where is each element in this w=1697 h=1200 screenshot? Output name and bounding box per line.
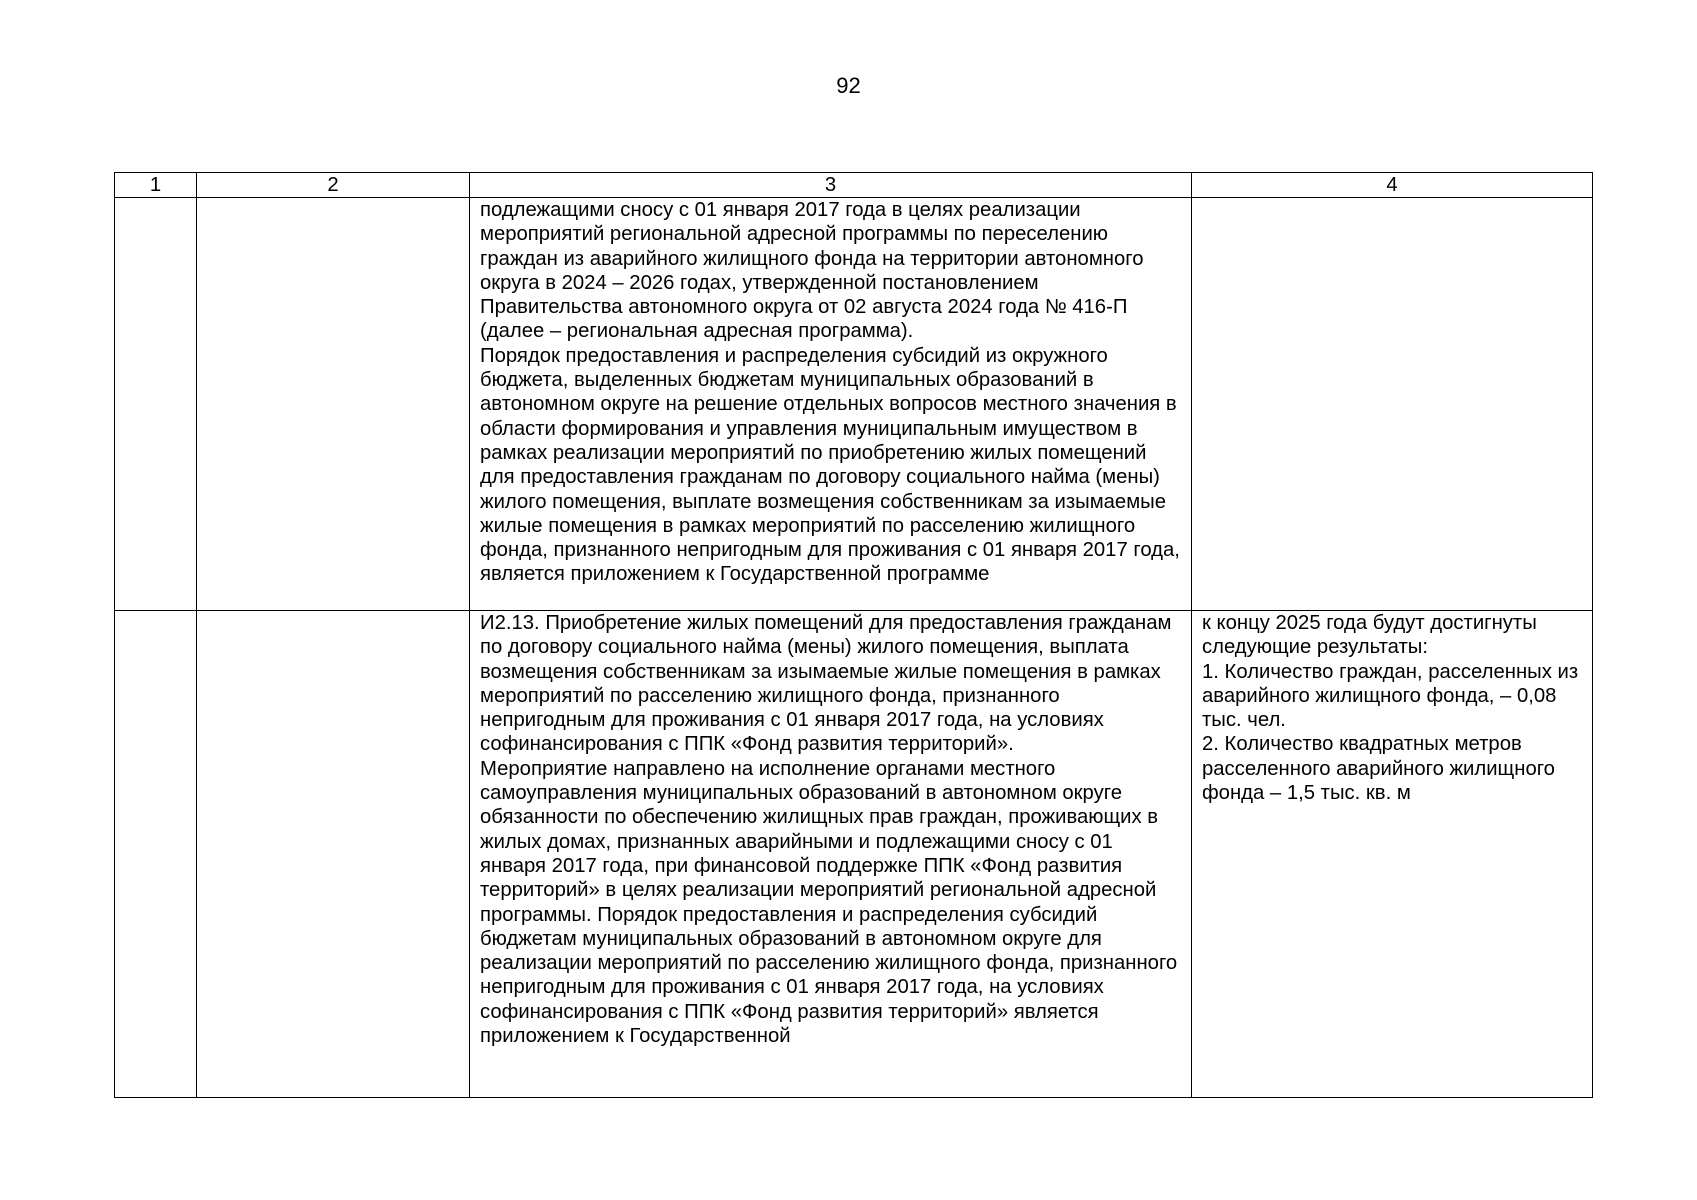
row-2-col-3 xyxy=(470,611,1192,1098)
table-header-row xyxy=(115,173,1593,198)
table-row xyxy=(115,611,1593,1098)
results-intro: к концу 2025 года будут достигнуты следующие результаты: xyxy=(1202,612,1537,659)
page-number: 92 xyxy=(836,73,861,98)
program-table xyxy=(114,172,1593,1098)
header-cell-2: 2 xyxy=(197,173,470,198)
row-1-col-2 xyxy=(197,198,470,611)
table-row xyxy=(115,198,1593,611)
header-cell-3: 3 xyxy=(470,173,1192,198)
row-1-paragraph-1: подлежащими сносу с 01 января 2017 года в целях реализации мероприятий региональной адресной программы по переселению граждан из аварийного жилищного фонда на территории автономного округа в 2024 – 2026 годах, утвержденной постановлением Правительства автономного округа от 02 августа 2024 года № 416-П (далее – региональная адресная программа). xyxy=(480,199,1144,343)
row-2-paragraph-1: И2.13. Приобретение жилых помещений для предоставления гражданам по договору социального найма (мены) жилого помещения, выплата возмещения собственникам за изымаемые жилые помещения в рамках мероприятий по расселению жилищного фонда, признанного непригодным для проживания с 01 января 2017 года, на условиях софинансирования с ППК «Фонд развития территорий». xyxy=(480,612,1172,756)
row-2-paragraph-2: Мероприятие направлено на исполнение органами местного самоуправления муниципальных образований в автономном округе обязанности по обеспечению жилищных прав граждан, проживающих в жилых домах, признанных аварийными и подлежащими сносу с 01 января 2017 года, при финансовой поддержке ППК «Фонд развития территорий» в целях реализации мероприятий региональной адресной программы. Порядок предоставления и распределения субсидий бюджетам муниципальных образований в автономном округе для реализации мероприятий по расселению жилищного фонда, признанного непригодным для проживания с 01 января 2017 года, на условиях софинансирования с ППК «Фонд развития территорий» является приложением к Государственной xyxy=(480,757,1178,1048)
row-2-col-4 xyxy=(1192,611,1593,1098)
row-1-col-4 xyxy=(1192,198,1593,611)
row-2-col-1 xyxy=(115,611,197,1098)
result-item-1: 1. Количество граждан, расселенных из аварийного жилищного фонда, – 0,08 тыс. чел. xyxy=(1202,660,1579,732)
row-1-paragraph-2: Порядок предоставления и распределения субсидий из окружного бюджета, выделенных бюджетам муниципальных образований в автономном округе на решение отдельных вопросов местного значения в области формирования и управления муниципальным имуществом в рамках реализации мероприятий по приобретению жилых помещений для предоставления гражданам по договору социального найма (мены) жилого помещения, выплате возмещения собственникам за изымаемые жилые помещения в рамках мероприятий по расселению жилищного фонда, признанного непригодным для проживания с 01 января 2017 года, является приложением к Государственной программе xyxy=(480,344,1180,586)
row-1-col-3 xyxy=(470,198,1192,611)
row-2-col-2 xyxy=(197,611,470,1098)
header-cell-1: 1 xyxy=(115,173,197,198)
header-cell-4: 4 xyxy=(1192,173,1593,198)
result-item-2: 2. Количество квадратных метров расселенного аварийного жилищного фонда – 1,5 тыс. кв. м xyxy=(1202,733,1555,805)
row-1-col-1 xyxy=(115,198,197,611)
